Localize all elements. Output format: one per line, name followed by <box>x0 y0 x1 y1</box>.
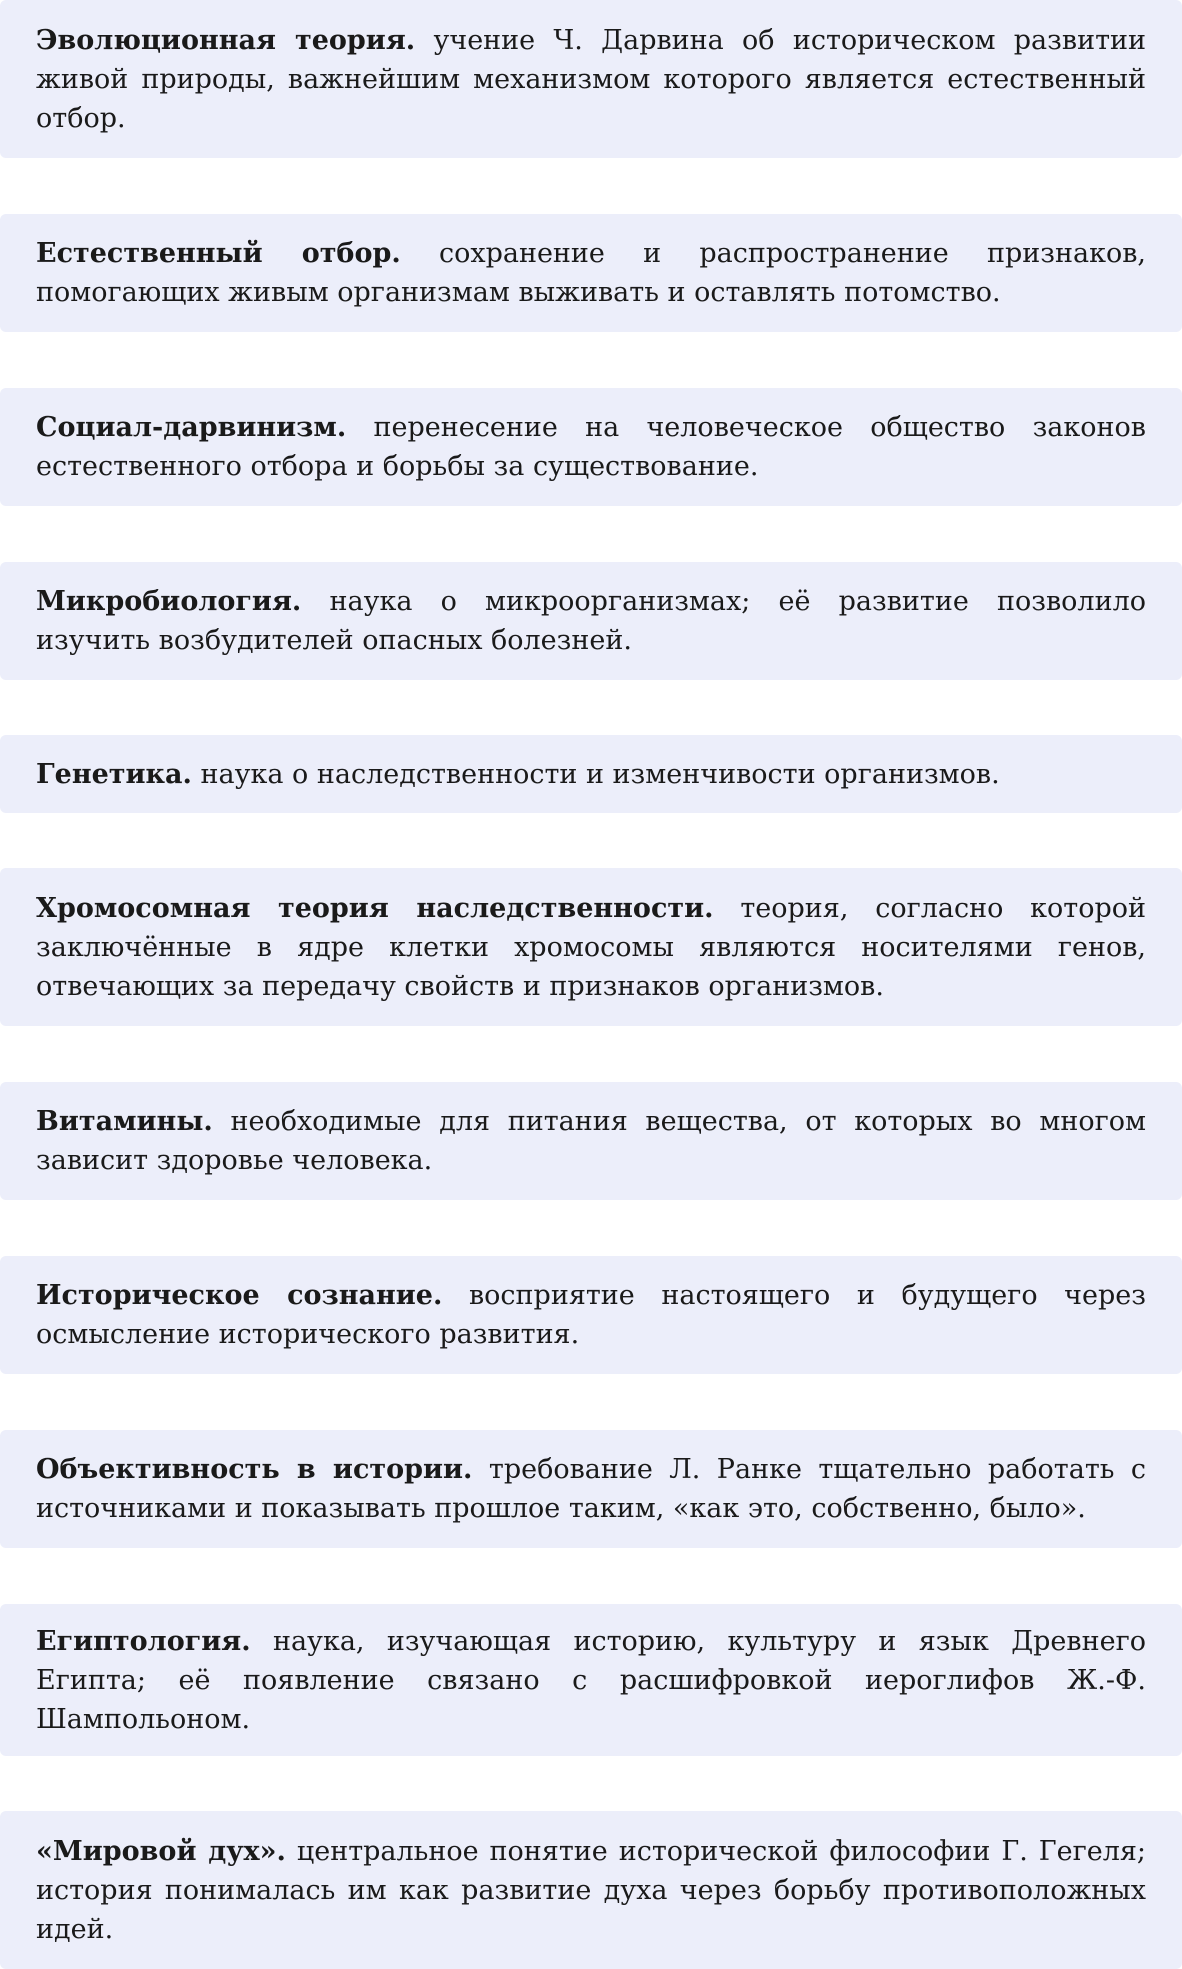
entry-text <box>36 1450 1146 1528</box>
entry-term: «Мировой дух». <box>36 1835 286 1867</box>
glossary-entry <box>0 388 1182 506</box>
glossary-entry <box>0 1430 1182 1548</box>
entry-term: Историческое сознание. <box>36 1280 443 1311</box>
entry-term: Египтология. <box>36 1625 251 1657</box>
entry-definition: сохранение и распространение признаков, помогающих живым организмам выживать и оставлять потомство. <box>36 238 1146 308</box>
entry-term: Витамины. <box>36 1106 213 1137</box>
entry-definition: наука, изучающая историю, культуру и язык Древнего Египта; её появление связано с расшифровкой иероглифов Ж.-Ф. Шампольоном. <box>36 1625 1146 1735</box>
entry-definition: наука о микроорганизмах; её развитие позволило изучить возбудителей опасных болезней. <box>36 586 1146 656</box>
entry-text <box>36 234 1146 312</box>
entry-text <box>36 1832 1146 1949</box>
glossary-entry <box>0 1256 1182 1374</box>
glossary-entry <box>0 562 1182 680</box>
entry-term: Генетика. <box>36 758 192 790</box>
entry-definition: перенесение на человеческое общество законов естественного отбора и борьбы за существование. <box>36 412 1146 482</box>
entry-definition: учение Ч. Дарвина об историческом развитии живой природы, важнейшим механизмом которого является естественный отбор. <box>36 24 1147 134</box>
entry-definition: восприятие настоящего и будущего через осмысление исторического развития. <box>36 1280 1146 1350</box>
entry-term: Объективность в истории. <box>36 1454 473 1485</box>
glossary-entry <box>0 735 1182 813</box>
entry-text <box>36 1276 1146 1354</box>
glossary-entry <box>0 868 1182 1026</box>
glossary-entry <box>0 1604 1182 1756</box>
entry-text <box>36 1102 1146 1180</box>
entry-text <box>36 582 1146 660</box>
entry-definition: теория, согласно которой заключённые в ядре клетки хромосомы являются носителями генов, отвечающих за передачу свойств и признаков организмов. <box>36 892 1146 1002</box>
glossary-entry <box>0 214 1182 332</box>
entry-text <box>36 408 1146 486</box>
glossary-entry <box>0 0 1182 158</box>
entry-term: Микробиология. <box>36 586 302 617</box>
entry-term: Социал-дарвинизм. <box>36 412 347 443</box>
entry-definition: наука о наследственности и изменчивости организмов. <box>191 758 1000 790</box>
entry-term: Естественный отбор. <box>36 238 401 269</box>
entry-text <box>36 889 1146 1006</box>
entry-text <box>36 1622 1146 1739</box>
entry-text <box>36 755 1146 794</box>
entry-term: Хромосомная теория наследственности. <box>36 892 714 924</box>
entry-definition: центральное понятие исторической философии Г. Гегеля; история понималась им как развитие духа через борьбу противоположных идей. <box>36 1835 1146 1945</box>
entry-text <box>36 21 1146 138</box>
entry-term: Эволюционная теория. <box>36 24 416 56</box>
glossary-entry <box>0 1811 1182 1969</box>
entry-definition: необходимые для питания вещества, от которых во многом зависит здоровье человека. <box>36 1106 1146 1176</box>
glossary-entry <box>0 1082 1182 1200</box>
entry-definition: требование Л. Ранке тщательно работать с источниками и показывать прошлое таким, «как это, собственно, было». <box>36 1454 1146 1524</box>
